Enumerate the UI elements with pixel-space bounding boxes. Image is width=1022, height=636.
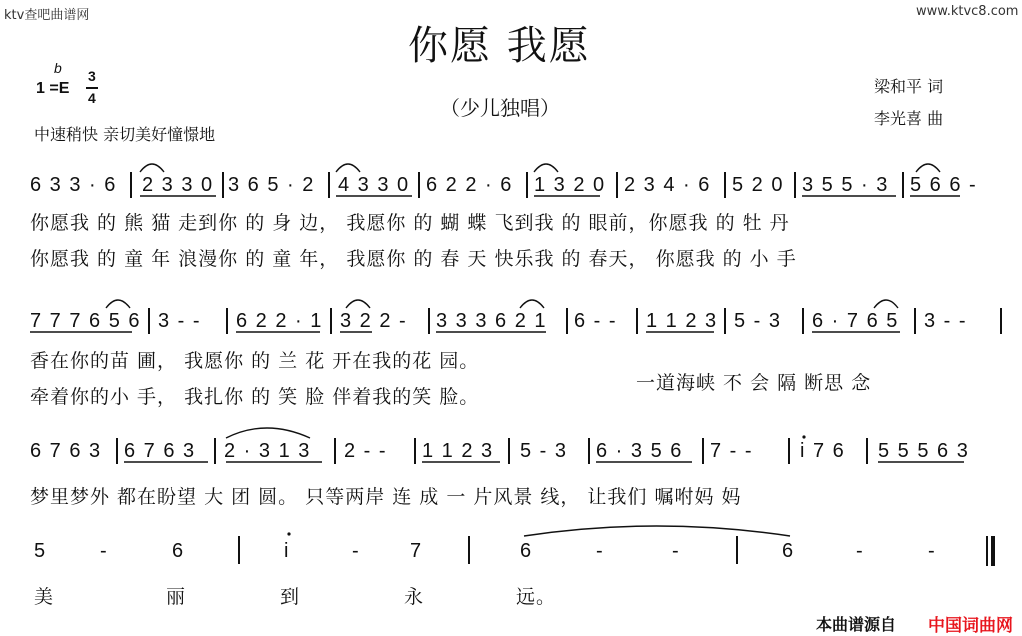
measure: 6 · 3 5 6 <box>596 440 683 462</box>
measure: 3 6 5 · 2 <box>228 174 315 196</box>
measure: 7 - - <box>710 440 754 462</box>
note: 7 <box>410 540 423 562</box>
lyric-line-2: 你愿我 的 童 年 浪漫你 的 童 年， 我愿你 的 春 天 快乐我 的 春天， 你愿我 的 小 手 <box>30 248 797 270</box>
lyric-char: 远。 <box>516 586 557 608</box>
measure: 7 7 7 6 5 6 <box>30 310 142 332</box>
lyric-char: 永 <box>404 586 425 608</box>
time-sig-bottom: 4 <box>88 90 96 106</box>
measure: 6 3 3 · 6 <box>30 174 117 196</box>
note: 6 <box>172 540 185 562</box>
source-site[interactable]: 中国词曲网 <box>928 616 1013 636</box>
lyric-line-shared: 一道海峡 不 会 隔 断思 念 <box>636 372 872 394</box>
note: - <box>928 540 937 562</box>
measure: 1 1 2 3 <box>422 440 494 462</box>
measure: 2 3 4 · 6 <box>624 174 711 196</box>
measure: 3 5 5 · 3 <box>802 174 889 196</box>
measure: 5 - 3 <box>520 440 568 462</box>
lyric-line-1: 香在你的苗 圃， 我愿你 的 兰 花 开在我的花 园。 <box>30 350 480 372</box>
key-signature: 1 =E <box>36 80 70 97</box>
measure: 6 2 2 · 1 <box>236 310 323 332</box>
measure: 5 2 0 <box>732 174 784 196</box>
note: - <box>352 540 361 562</box>
measure: 6 - - <box>574 310 618 332</box>
high-octave-dot <box>802 435 805 438</box>
measure: i 7 6 <box>800 440 846 462</box>
note: i <box>284 540 290 562</box>
note: 6 <box>520 540 533 562</box>
lyric-line-2: 牵着你的小 手， 我扎你 的 笑 脸 伴着我的笑 脸。 <box>30 386 480 408</box>
measure: 1 1 2 3 <box>646 310 718 332</box>
lyric-line: 梦里梦外 都在盼望 大 团 圆。 只等两岸 连 成 一 片风景 线， 让我们 嘱咐妈 妈 <box>30 486 742 508</box>
lyric-char: 到 <box>280 586 301 608</box>
measure: 6 7 6 3 <box>30 440 102 462</box>
source-label: 本曲谱源自 <box>816 615 897 634</box>
measure: 3 - - <box>924 310 968 332</box>
site-watermark-right: www.ktvc8.com <box>916 4 1019 19</box>
measure: 6 7 6 3 <box>124 440 196 462</box>
measure: 5 - 3 <box>734 310 782 332</box>
measure: 6 · 7 6 5 <box>812 310 899 332</box>
note: - <box>596 540 605 562</box>
tempo-marking: 中速稍快 亲切美好憧憬地 <box>34 125 216 144</box>
measure: 6 2 2 · 6 <box>426 174 513 196</box>
lyric-line-1: 你愿我 的 熊 猫 走到你 的 身 边， 我愿你 的 蝴 蝶 飞到我 的 眼前，你愿我 的 牡 丹 <box>30 212 790 234</box>
time-sig-top: 3 <box>88 68 96 84</box>
note: - <box>672 540 681 562</box>
measure: 3 - - <box>158 310 202 332</box>
site-watermark-left: ktv查吧曲谱网 <box>4 8 90 23</box>
note: 5 <box>34 540 47 562</box>
measure: 2 · 3 1 3 <box>224 440 311 462</box>
measure: 1 3 2 0 <box>534 174 606 196</box>
note: - <box>100 540 109 562</box>
lyric-char: 丽 <box>166 586 187 608</box>
measure: 5 6 6 - <box>910 174 978 196</box>
note: - <box>856 540 865 562</box>
measure: 2 - - <box>344 440 388 462</box>
measure: 4 3 3 0 <box>338 174 410 196</box>
measure: 2 3 3 0 <box>142 174 214 196</box>
measure: 3 3 3 6 2 1 <box>436 310 548 332</box>
lyric-char: 美 <box>34 586 55 608</box>
measure: 5 5 5 6 3 <box>878 440 970 462</box>
note: 6 <box>782 540 795 562</box>
composer-credit: 李光喜 曲 <box>874 109 944 128</box>
flat-sign: b <box>54 60 62 76</box>
measure: 3 2 2 - <box>340 310 408 332</box>
song-title: 你愿 我愿 <box>408 23 591 69</box>
song-subtitle: （少儿独唱） <box>440 96 560 120</box>
lyricist-credit: 梁和平 词 <box>874 77 944 96</box>
